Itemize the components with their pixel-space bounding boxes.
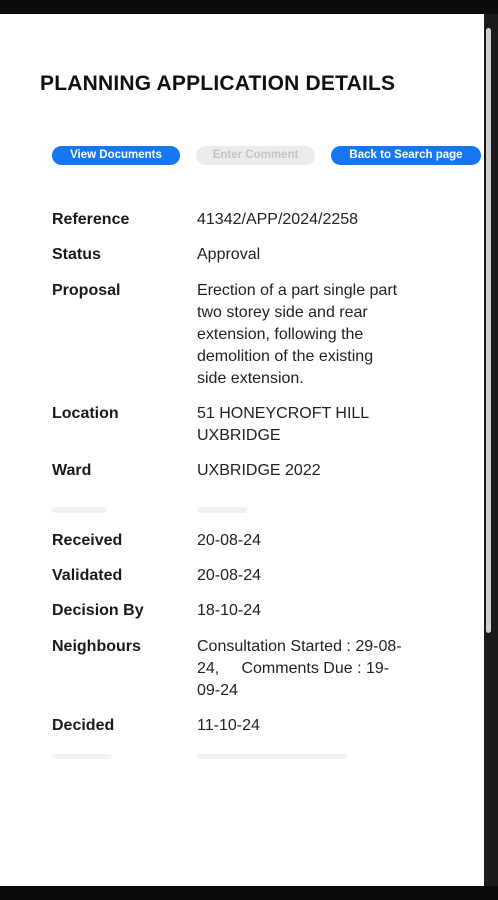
status-label: Status — [52, 246, 101, 263]
faint-placeholder-line — [197, 754, 347, 759]
received-label: Received — [52, 532, 123, 549]
validated-label: Validated — [52, 567, 123, 584]
decision-by-label: Decision By — [52, 602, 144, 619]
received-value: 20-08-24 — [197, 532, 262, 549]
location-label: Location — [52, 405, 119, 422]
proposal-label: Proposal — [52, 282, 121, 299]
decided-label: Decided — [52, 717, 115, 734]
ward-value: UXBRIDGE 2022 — [197, 462, 321, 479]
faint-placeholder-line — [197, 507, 247, 513]
decided-value: 11-10-24 — [197, 717, 260, 734]
neighbours-label: Neighbours — [52, 638, 141, 655]
vertical-scrollbar[interactable] — [486, 28, 491, 633]
faint-placeholder-line — [52, 754, 112, 759]
location-value: 51 HONEYCROFT HILL UXBRIDGE — [197, 405, 369, 444]
faint-placeholder-line — [52, 507, 107, 513]
status-value: Approval — [197, 246, 261, 263]
planning-details-page — [0, 14, 484, 886]
view-documents-button[interactable]: View Documents — [52, 146, 180, 165]
enter-comment-button[interactable]: Enter Comment — [196, 146, 315, 165]
neighbours-value: Consultation Started : 29-08-24, Comments Due : 19-09-24 — [197, 638, 402, 699]
reference-value: 41342/APP/2024/2258 — [197, 211, 359, 228]
decision-by-value: 18-10-24 — [197, 602, 262, 619]
back-to-search-button[interactable]: Back to Search page — [331, 146, 481, 165]
top-frame-bar — [0, 0, 498, 14]
reference-label: Reference — [52, 211, 130, 228]
page-title: PLANNING APPLICATION DETAILS — [40, 72, 396, 95]
bottom-frame-bar — [0, 886, 498, 900]
proposal-value: Erection of a part single part two storey side and rear extension, following the demolition of the existing side extension. — [197, 282, 398, 387]
validated-value: 20-08-24 — [197, 567, 262, 584]
ward-label: Ward — [52, 462, 92, 479]
